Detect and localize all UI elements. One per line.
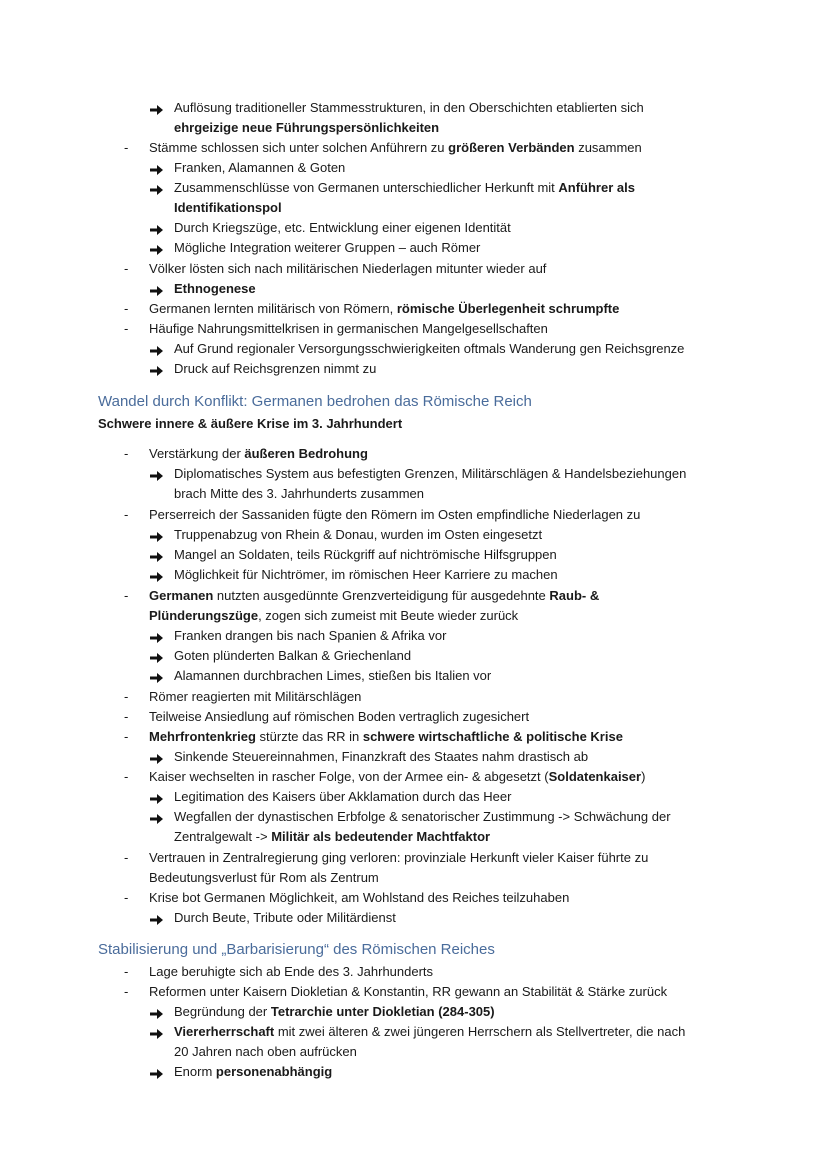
text-line: brach Mitte des 3. Jahrhunderts zusammen — [174, 486, 425, 501]
arrow-bullet-icon — [150, 1028, 164, 1040]
text-line: Mehrfrontenkrieg stürzte das RR in schwere wirtschaftliche & politische Krise — [149, 729, 623, 744]
text-line: Germanen lernten militärisch von Römern, römische Überlegenheit schrumpfte — [149, 301, 620, 316]
text-line: Verstärkung der äußeren Bedrohung — [149, 446, 368, 461]
arrow-bullet-icon — [150, 753, 164, 765]
dash-bullet: - — [124, 321, 129, 336]
text-line: Auf Grund regionaler Versorgungsschwierigkeiten oftmals Wanderung gen Reichsgrenze — [174, 341, 685, 356]
arrow-bullet-icon — [150, 793, 164, 805]
arrow-bullet-icon — [150, 224, 164, 236]
arrow-bullet-icon — [150, 531, 164, 543]
dash-bullet: - — [124, 964, 129, 979]
text-line: Perserreich der Sassaniden fügte den Römern im Osten empfindliche Niederlagen zu — [149, 507, 641, 522]
dash-bullet: - — [124, 850, 129, 865]
dash-bullet: - — [124, 446, 129, 461]
arrow-bullet-icon — [150, 672, 164, 684]
text-line: 20 Jahren nach oben aufrücken — [174, 1044, 357, 1059]
arrow-bullet-icon — [150, 571, 164, 583]
text-line: Germanen nutzten ausgedünnte Grenzverteidigung für ausgedehnte Raub- & — [149, 588, 600, 603]
dash-bullet: - — [124, 588, 129, 603]
arrow-bullet-icon — [150, 104, 164, 116]
arrow-bullet-icon — [150, 345, 164, 357]
arrow-bullet-icon — [150, 184, 164, 196]
arrow-bullet-icon — [150, 813, 164, 825]
text-line: Vertrauen in Zentralregierung ging verloren: provinziale Herkunft vieler Kaiser führte zu — [149, 850, 649, 865]
text-line: Möglichkeit für Nichtrömer, im römischen Heer Karriere zu machen — [174, 567, 558, 582]
arrow-bullet-icon — [150, 164, 164, 176]
text-line: Durch Beute, Tribute oder Militärdienst — [174, 910, 396, 925]
arrow-bullet-icon — [150, 551, 164, 563]
text-line: Bedeutungsverlust für Rom als Zentrum — [149, 870, 379, 885]
text-line: Alamannen durchbrachen Limes, stießen bis Italien vor — [174, 668, 492, 683]
text-line: Völker lösten sich nach militärischen Niederlagen mitunter wieder auf — [149, 261, 547, 276]
dash-bullet: - — [124, 890, 129, 905]
text-line: Lage beruhigte sich ab Ende des 3. Jahrhunderts — [149, 964, 434, 979]
text-line: Enorm personenabhängig — [174, 1064, 333, 1079]
text-line: Durch Kriegszüge, etc. Entwicklung einer eigenen Identität — [174, 220, 511, 235]
section-heading: Wandel durch Konflikt: Germanen bedrohen das Römische Reich — [98, 393, 532, 410]
arrow-bullet-icon — [150, 632, 164, 644]
text-line: Begründung der Tetrarchie unter Diokletian (284-305) — [174, 1004, 495, 1019]
arrow-bullet-icon — [150, 244, 164, 256]
dash-bullet: - — [124, 689, 129, 704]
text-line: Franken, Alamannen & Goten — [174, 160, 346, 175]
text-line: Viererherrschaft mit zwei älteren & zwei jüngeren Herrschern als Stellvertreter, die nach — [174, 1024, 686, 1039]
text-line: Truppenabzug von Rhein & Donau, wurden im Osten eingesetzt — [174, 527, 543, 542]
text-line: Krise bot Germanen Möglichkeit, am Wohlstand des Reiches teilzuhaben — [149, 890, 570, 905]
dash-bullet: - — [124, 729, 129, 744]
text-line: Reformen unter Kaisern Diokletian & Konstantin, RR gewann an Stabilität & Stärke zurück — [149, 984, 668, 999]
section-subheading: Schwere innere & äußere Krise im 3. Jahrhundert — [98, 416, 403, 431]
section-heading: Stabilisierung und „Barbarisierung“ des Römischen Reiches — [98, 941, 495, 958]
text-line: Franken drangen bis nach Spanien & Afrika vor — [174, 628, 447, 643]
arrow-bullet-icon — [150, 1008, 164, 1020]
text-line: Kaiser wechselten in rascher Folge, von der Armee ein- & abgesetzt (Soldatenkaiser) — [149, 769, 646, 784]
text-line: Plünderungszüge, zogen sich zumeist mit Beute wieder zurück — [149, 608, 519, 623]
arrow-bullet-icon — [150, 470, 164, 482]
text-line: Identifikationspol — [174, 200, 282, 215]
text-line: Wegfallen der dynastischen Erbfolge & senatorischer Zustimmung -> Schwächung der — [174, 809, 671, 824]
text-line: Diplomatisches System aus befestigten Grenzen, Militärschlägen & Handelsbeziehungen — [174, 466, 687, 481]
text-line: Sinkende Steuereinnahmen, Finanzkraft des Staates nahm drastisch ab — [174, 749, 589, 764]
text-line: Legitimation des Kaisers über Akklamation durch das Heer — [174, 789, 512, 804]
arrow-bullet-icon — [150, 914, 164, 926]
arrow-bullet-icon — [150, 652, 164, 664]
text-line: Auflösung traditioneller Stammesstrukturen, in den Oberschichten etablierten sich — [174, 100, 644, 115]
text-line: Häufige Nahrungsmittelkrisen in germanischen Mangelgesellschaften — [149, 321, 548, 336]
arrow-bullet-icon — [150, 1068, 164, 1080]
text-line: Römer reagierten mit Militärschlägen — [149, 689, 362, 704]
dash-bullet: - — [124, 769, 129, 784]
text-line: Mögliche Integration weiterer Gruppen – auch Römer — [174, 240, 481, 255]
arrow-bullet-icon — [150, 285, 164, 297]
text-line: Stämme schlossen sich unter solchen Anführern zu größeren Verbänden zusammen — [149, 140, 642, 155]
text-line: ehrgeizige neue Führungspersönlichkeiten — [174, 120, 440, 135]
text-line: Ethnogenese — [174, 281, 256, 296]
text-line: Druck auf Reichsgrenzen nimmt zu — [174, 361, 377, 376]
arrow-bullet-icon — [150, 365, 164, 377]
dash-bullet: - — [124, 507, 129, 522]
text-line: Zusammenschlüsse von Germanen unterschiedlicher Herkunft mit Anführer als — [174, 180, 635, 195]
text-line: Goten plünderten Balkan & Griechenland — [174, 648, 412, 663]
dash-bullet: - — [124, 301, 129, 316]
text-line: Zentralgewalt -> Militär als bedeutender Machtfaktor — [174, 829, 491, 844]
dash-bullet: - — [124, 709, 129, 724]
dash-bullet: - — [124, 984, 129, 999]
dash-bullet: - — [124, 261, 129, 276]
text-line: Mangel an Soldaten, teils Rückgriff auf nichtrömische Hilfsgruppen — [174, 547, 557, 562]
text-line: Teilweise Ansiedlung auf römischen Boden vertraglich zugesichert — [149, 709, 530, 724]
dash-bullet: - — [124, 140, 129, 155]
